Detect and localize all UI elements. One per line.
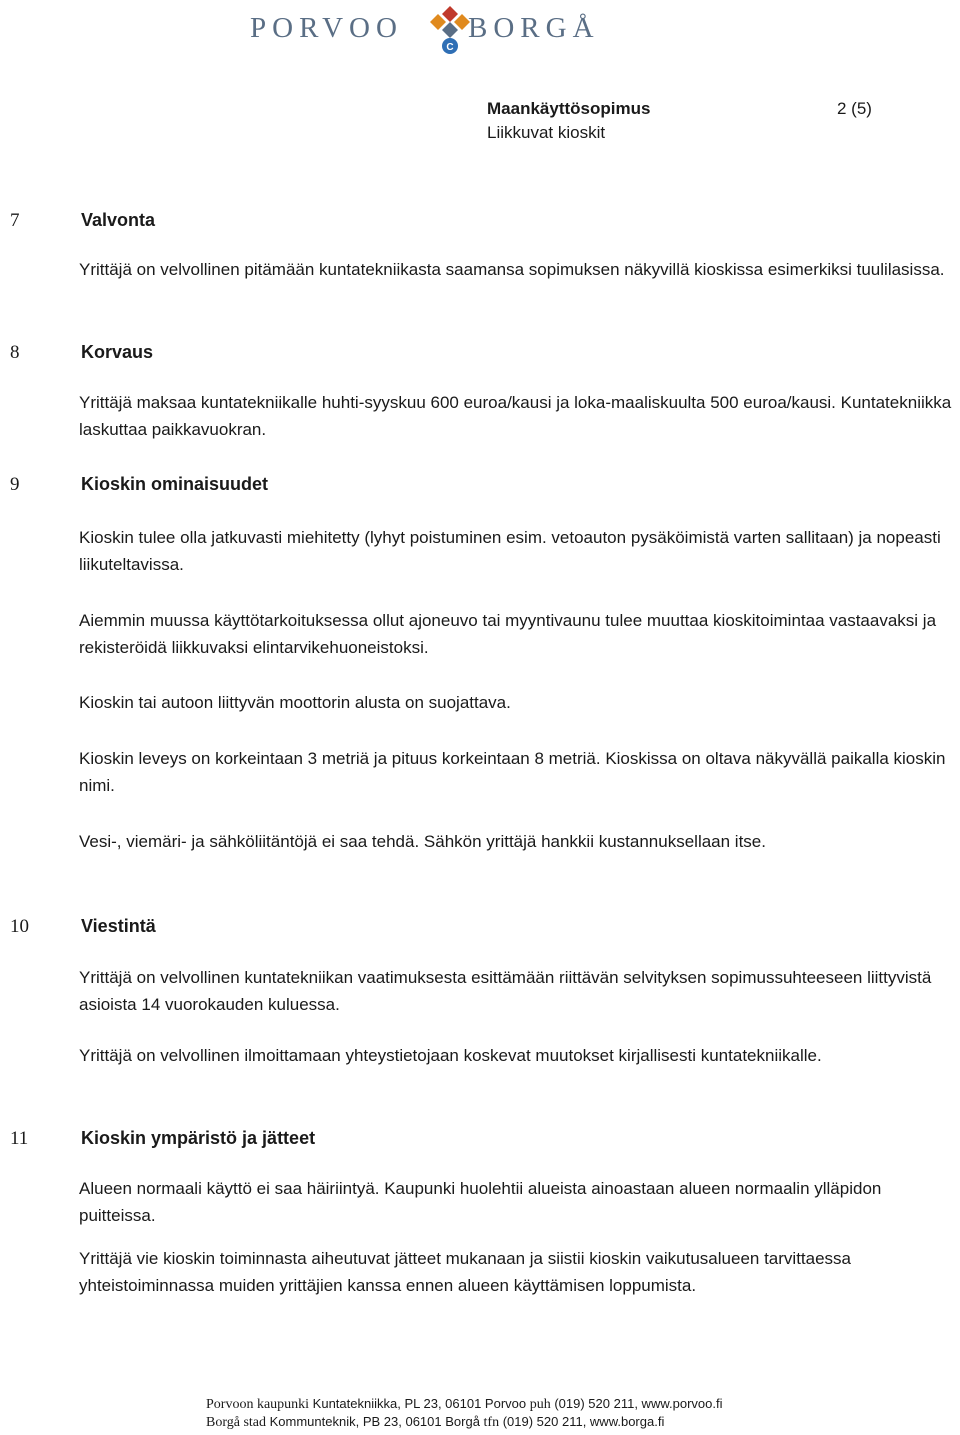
document-title: Maankäyttösopimus	[487, 99, 651, 118]
footer-phone-label: tfn	[483, 1415, 500, 1430]
section-paragraph: Kioskin leveys on korkeintaan 3 metriä ja pituus korkeintaan 8 metriä. Kioskissa on oltava näkyvällä paikalla kioskin nimi.	[79, 749, 946, 795]
section-paragraph: Yrittäjä vie kioskin toiminnasta aiheutuvat jätteet mukanaan ja siistii kioskin vaikutusalueen tarvittaessa yhteistoiminnassa muiden yrittäjien kanssa ennen alueen käyttämisen loppumista.	[79, 1249, 852, 1295]
logo-text-porvoo: PORVOO	[250, 12, 403, 44]
logo-text-borga: BORGÅ	[468, 12, 600, 44]
section-number: 9	[10, 474, 20, 495]
section-paragraph: Vesi-, viemäri- ja sähköliitäntöjä ei saa tehdä. Sähkön yrittäjä hankkii kustannuksellaan itse.	[79, 832, 766, 851]
footer-address: Kuntatekniikka, PL 23, 06101 Porvoo	[309, 1396, 530, 1411]
section-number: 8	[10, 342, 20, 363]
section-number: 11	[10, 1128, 29, 1149]
footer-phone: (019) 520 211, www.porvoo.fi	[550, 1396, 723, 1411]
svg-text:C: C	[446, 42, 454, 53]
section-paragraph: Yrittäjä on velvollinen kuntatekniikan vaatimuksesta esittämään riittävän selvityksen sopimussuhteeseen liittyvistä asioista 14 vuorokauden kuluessa.	[79, 968, 932, 1014]
section-paragraph: Kioskin tulee olla jatkuvasti miehitetty (lyhyt poistuminen esim. vetoauton pysäköimistä varten sallitaan) ja nopeasti liikuteltavissa.	[79, 528, 941, 574]
page-number: 2 (5)	[837, 99, 872, 118]
section-paragraph: Yrittäjä maksaa kuntatekniikalle huhti-syyskuu 600 euroa/kausi ja loka-maaliskuulta 500 euroa/kausi. Kuntatekniikka laskuttaa paikkavuokran.	[79, 393, 952, 439]
porvoo-borga-logo	[250, 4, 630, 56]
document-subtitle: Liikkuvat kioskit	[487, 123, 606, 142]
footer-line-borga	[206, 1414, 664, 1431]
section-title: Kioskin ominaisuudet	[81, 474, 269, 494]
section-title: Korvaus	[81, 342, 154, 362]
section-paragraph: Alueen normaali käyttö ei saa häiriintyä. Kaupunki huolehtii alueista ainoastaan alueen normaalin ylläpidon puitteissa.	[79, 1179, 882, 1225]
section-title: Kioskin ympäristö ja jätteet	[81, 1128, 316, 1148]
section-title: Valvonta	[81, 210, 156, 230]
section-paragraph: Yrittäjä on velvollinen ilmoittamaan yhteystietojaan koskevat muutokset kirjallisesti kuntatekniikalle.	[79, 1046, 822, 1065]
section-title: Viestintä	[81, 916, 156, 936]
footer-address: Kommunteknik, PB 23, 06101 Borgå	[266, 1414, 484, 1429]
footer-city: Porvoon kaupunki	[206, 1397, 310, 1412]
city-emblem-icon	[428, 4, 472, 56]
section-paragraph: Kioskin tai autoon liittyvän moottorin alusta on suojattava.	[79, 693, 511, 712]
footer-phone-label: puh	[529, 1397, 551, 1412]
section-number: 10	[10, 916, 29, 937]
footer-city: Borgå stad	[206, 1415, 267, 1430]
section-paragraph: Yrittäjä on velvollinen pitämään kuntatekniikasta saamansa sopimuksen näkyvillä kioskissa esimerkiksi tuulilasissa.	[79, 260, 945, 279]
footer-line-porvoo	[206, 1396, 722, 1413]
footer-phone: (019) 520 211, www.borga.fi	[499, 1414, 665, 1429]
section-number: 7	[10, 210, 20, 231]
section-paragraph: Aiemmin muussa käyttötarkoituksessa ollut ajoneuvo tai myyntivaunu tulee muuttaa kioskitoimintaa vastaavaksi ja rekisteröidä liikkuvaksi elintarvikehuoneistoksi.	[79, 611, 937, 657]
